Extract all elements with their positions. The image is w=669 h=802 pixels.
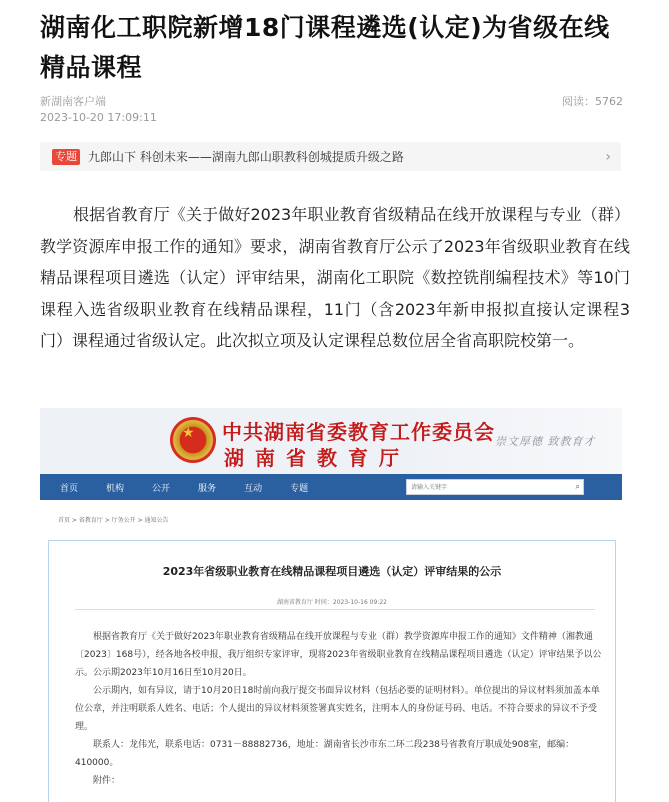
notice-publisher: 湖南省教育厅 时间：2023-10-16 09:22 <box>277 599 387 606</box>
search-icon[interactable]: ⌕ <box>575 482 580 491</box>
article-time: 2023-10-20 17:09:11 <box>40 111 157 124</box>
star-icon: ★ <box>182 425 195 441</box>
topic-link-text[interactable]: 九郎山下 科创未来——湖南九郎山职教科创城提质升级之路 <box>88 150 404 164</box>
notice-paragraph: 公示期内，如有异议，请于10月20日18时前向我厅提交书面异议材料（包括必要的证明材料）。单位提出的异议材料须加盖本单位公章，并注明联系人姓名、电话；个人提出的异议材料须签署真实姓名，注明本人的身份证号码、电话。不符合要求的异议不予受理。 <box>75 686 600 732</box>
search-input[interactable] <box>407 480 576 494</box>
article-source[interactable]: 新湖南客户端 <box>40 95 106 108</box>
org-name-line2: 湖南省教育厅 <box>224 446 410 470</box>
article-body: 根据省教育厅《关于做好2023年职业教育省级精品在线开放课程与专业（群）教学资源库申报工作的通知》要求，湖南省教育厅公示了2023年省级职业教育在线精品课程项目遴选（认定）评审结果，湖南化工职院《数控铣削编程技术》等10门课程入选省级职业教育在线精品课程，11门（含2023年新申报拟直接认定课程3门）课程通过省级认定。此次拟立项及认定课程总数位居全省高职院校第一。 <box>40 205 630 350</box>
nav-item-topic[interactable]: 专题 <box>290 483 309 494</box>
org-name-line1: 中共湖南省委教育工作委员会 <box>222 420 495 444</box>
topic-tag: 专题 <box>52 149 80 165</box>
nav-item-home[interactable]: 首页 <box>60 483 79 494</box>
site-motto: 崇文厚德 致教育才 <box>495 435 596 448</box>
embedded-screenshot <box>40 408 622 802</box>
read-count: 阅读：5762 <box>562 95 623 108</box>
nav-item-interact[interactable]: 互动 <box>244 483 263 494</box>
topic-bar[interactable] <box>40 142 621 171</box>
site-nav <box>40 474 622 500</box>
notice-body <box>75 628 603 790</box>
site-banner <box>40 408 622 474</box>
notice-paragraph: 根据省教育厅《关于做好2023年职业教育省级精品在线开放课程与专业（群）教学资源库申报工作的通知》文件精神（湘教通〔2023〕168号），经各地各校申报，我厅组织专家评审，现将2023年省级职业教育在线精品课程项目遴选（认定）评审结果予以公示。公示期2023年10月16日至10月20日。 <box>75 632 602 678</box>
notice-paragraph: 附件： <box>93 776 121 786</box>
breadcrumb[interactable]: 首页 > 省教育厅 > 厅务公开 > 通知公告 <box>58 517 169 524</box>
nav-item-service[interactable]: 服务 <box>198 483 217 494</box>
nav-item-org[interactable]: 机构 <box>106 483 125 494</box>
nav-item-public[interactable]: 公开 <box>152 483 171 494</box>
article-title: 湖南化工职院新增18门课程遴选(认定)为省级在线精品课程 <box>40 13 610 82</box>
notice-paragraph: 联系人：龙伟光，联系电话：0731－88882736，地址：湖南省长沙市东二环二段238号省教育厅职成处908室，邮编：410000。 <box>75 740 575 768</box>
notice-panel <box>48 540 616 802</box>
divider <box>75 609 595 610</box>
notice-title: 2023年省级职业教育在线精品课程项目遴选（认定）评审结果的公示 <box>162 565 502 578</box>
site-search <box>406 479 584 495</box>
emblem-icon <box>170 417 216 463</box>
article-meta <box>40 94 157 126</box>
chevron-right-icon: › <box>605 148 611 165</box>
